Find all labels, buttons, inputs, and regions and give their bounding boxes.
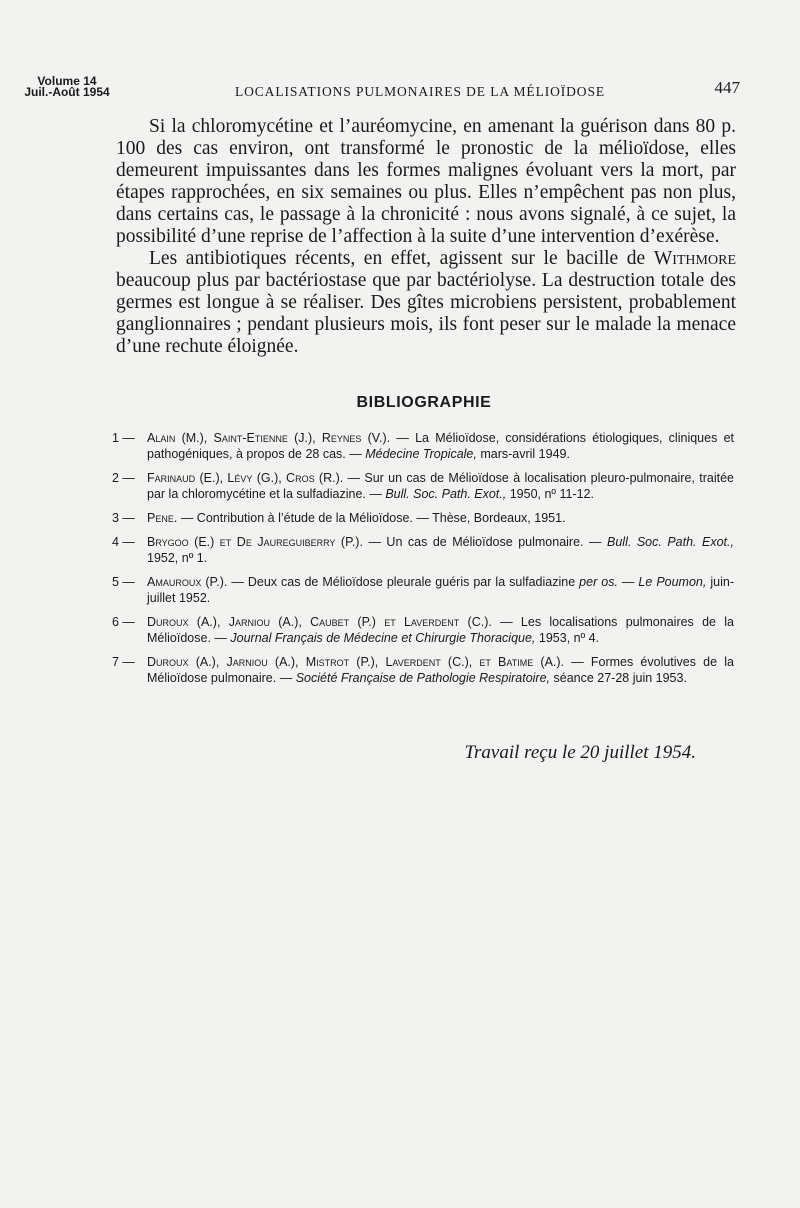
reference-authors: Pene.: [147, 511, 178, 525]
reference-authors: Duroux (A.), Jarniou (A.), Caubet (P.) et Laverdent (C.).: [147, 615, 492, 629]
reference-number: 3 —: [112, 511, 135, 525]
reference-item: [112, 654, 734, 686]
reference-list: [112, 430, 734, 694]
reference-details: mars-avril 1949.: [480, 447, 570, 461]
running-title: LOCALISATIONS PULMONAIRES DE LA MÉLIOÏDOSE: [234, 84, 606, 99]
reference-source: Journal Français de Médecine et Chirurgie Thoracique,: [230, 631, 536, 645]
reference-text: — Contribution à l’étude de la Mélioïdose. — Thèse, Bordeaux, 1951.: [180, 511, 566, 525]
reference-source: per os. — Le Poumon,: [579, 575, 707, 589]
paragraph: Si la chloromycétine et l’auréomycine, en amenant la guérison dans 80 p. 100 des cas environ, ont transformé le pronostic de la mélioïdose, elles demeurent impuissantes dans les formes malignes évoluant vers la mort, par étapes rapprochées, en six semaines ou plus. Elles n’empêchent pas non plus, dans certains cas, le passage à la chronicité : nous avons signalé, à ce sujet, la possibilité d’une reprise de l’affection à la suite d’une intervention d’exérèse.: [116, 116, 736, 247]
page-number: 447: [714, 78, 740, 97]
reference-item: [112, 534, 734, 566]
reference-item: [112, 574, 734, 606]
reference-details: séance 27-28 juin 1953.: [553, 671, 687, 685]
reference-item: [112, 614, 734, 646]
reference-number: 1 —: [112, 431, 135, 445]
reference-authors: Amauroux (P.).: [147, 575, 228, 589]
article-body: [116, 116, 736, 358]
author-name: Withmore: [653, 248, 736, 269]
received-date-note: Travail reçu le 20 juillet 1954.: [464, 742, 696, 763]
reference-text: — Formes évolutives de la Mélioïdose pulmonaire. —: [147, 655, 734, 685]
reference-number: 4 —: [112, 535, 135, 549]
reference-source: Médecine Tropicale,: [365, 447, 477, 461]
issue-date: Juil.-Août 1954: [24, 85, 110, 99]
reference-item: [112, 510, 734, 526]
paragraph: [116, 248, 736, 358]
reference-item: [112, 470, 734, 502]
paragraph-text: beaucoup plus par bactériostase que par bactériolyse. La destruction totale des germes est longue à se réaliser. Des gîtes microbiens persistent, probablement ganglionnaires ; pendant plusieurs mois, ils font peser sur le malade la menace d’une rechute éloignée.: [116, 270, 736, 357]
reference-text: — Deux cas de Mélioïdose pleurale guéris par la sulfadiazine: [231, 575, 576, 589]
reference-source: Société Française de Pathologie Respiratoire,: [295, 671, 551, 685]
reference-number: 7 —: [112, 655, 135, 669]
reference-text: — Les localisations pulmonaires de la Mélioïdose. —: [147, 615, 734, 645]
reference-number: 5 —: [112, 575, 135, 589]
reference-details: 1952, nº 1.: [147, 551, 208, 565]
reference-authors: Duroux (A.), Jarniou (A.), Mistrot (P.), Laverdent (C.), et Batime (A.).: [147, 655, 565, 669]
reference-source: Bull. Soc. Path. Exot.,: [385, 487, 507, 501]
volume-label: Volume 14: [37, 74, 97, 88]
reference-item: [112, 430, 734, 462]
paragraph-text: Les antibiotiques récents, en effet, agissent sur le bacille de: [149, 248, 646, 269]
reference-text: — Sur un cas de Mélioïdose à localisation pleuro-pulmonaire, traitée par la chloromycétine et la sulfadiazine. —: [147, 471, 734, 501]
reference-number: 2 —: [112, 471, 135, 485]
reference-authors: Farinaud (E.), Lévy (G.), Cros (R.).: [147, 471, 344, 485]
reference-details: juin-juillet 1952.: [147, 575, 734, 605]
reference-text: — Un cas de Mélioïdose pulmonaire. —: [368, 535, 602, 549]
reference-authors: Brygoo (E.) et De Jaureguiberry (P.).: [147, 535, 363, 549]
reference-source: Bull. Soc. Path. Exot.,: [607, 535, 734, 549]
reference-details: 1950, nº 11-12.: [509, 487, 594, 501]
reference-text: — La Mélioïdose, considérations étiologiques, cliniques et pathogéniques, à propos de 28 cas. —: [147, 431, 734, 461]
bibliography-heading: BIBLIOGRAPHIE: [356, 394, 492, 411]
volume-issue: [12, 76, 122, 98]
reference-number: 6 —: [112, 615, 135, 629]
reference-details: 1953, nº 4.: [538, 631, 600, 645]
reference-authors: Alain (M.), Saint-Etienne (J.), Reynes (V.).: [147, 431, 391, 445]
